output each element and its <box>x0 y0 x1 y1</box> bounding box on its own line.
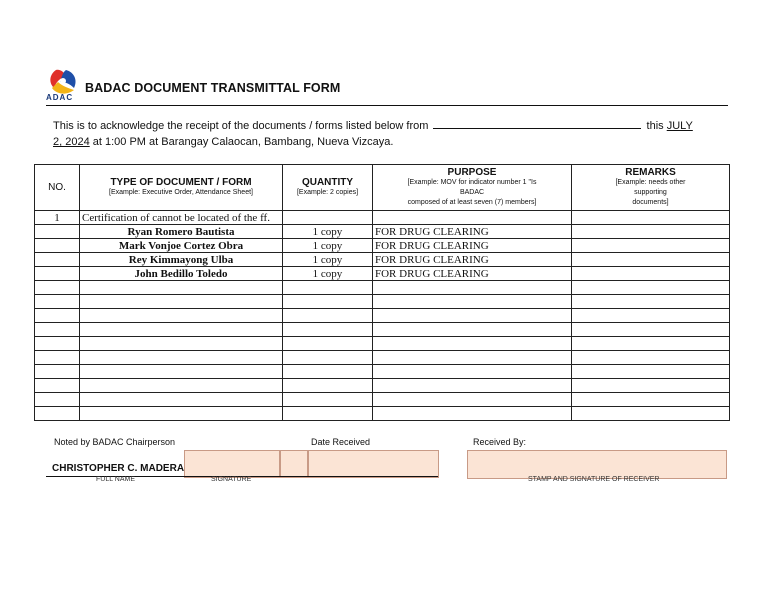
header-purpose: PURPOSE [Example: MOV for indicator number 1 "Is BADAC composed of at least seven (7) members] <box>373 165 572 211</box>
cell-no[interactable] <box>35 379 80 393</box>
cell-no[interactable] <box>35 393 80 407</box>
cell-remarks[interactable] <box>572 365 730 379</box>
header-quantity: QUANTITY [Example: 2 copies] <box>283 165 373 211</box>
cell-purpose[interactable] <box>373 337 572 351</box>
cell-purpose[interactable]: FOR DRUG CLEARING <box>373 225 572 239</box>
table-row <box>35 267 730 281</box>
cell-remarks[interactable] <box>572 267 730 281</box>
table-row <box>35 225 730 239</box>
cell-quantity[interactable] <box>283 309 373 323</box>
header-no: NO. <box>35 165 80 211</box>
cell-quantity[interactable] <box>283 323 373 337</box>
cell-quantity[interactable] <box>283 365 373 379</box>
cell-quantity[interactable]: 1 copy <box>283 267 373 281</box>
cell-no[interactable] <box>35 407 80 421</box>
cell-quantity[interactable] <box>283 337 373 351</box>
date-received-label: Date Received <box>311 437 371 447</box>
cell-remarks[interactable] <box>572 393 730 407</box>
table-row <box>35 407 730 421</box>
table-row <box>35 253 730 267</box>
ack-location: at 1:00 PM at Barangay Calaocan, Bambang, Nueva Vizcaya. <box>89 136 394 148</box>
cell-purpose[interactable] <box>373 309 572 323</box>
cell-no[interactable] <box>35 309 80 323</box>
cell-type[interactable]: Ryan Romero Bautista <box>80 225 283 239</box>
cell-type[interactable]: Rey Kimmayong Ulba <box>80 253 283 267</box>
cell-no[interactable] <box>35 295 80 309</box>
cell-quantity[interactable]: 1 copy <box>283 239 373 253</box>
table-row <box>35 379 730 393</box>
cell-remarks[interactable] <box>572 239 730 253</box>
cell-no[interactable] <box>35 267 80 281</box>
cell-no[interactable] <box>35 323 80 337</box>
acknowledgement-line-2 <box>53 136 393 148</box>
cell-type[interactable]: Certification of cannot be located of the ff. <box>80 211 283 225</box>
cell-remarks[interactable] <box>572 309 730 323</box>
table-row <box>35 211 730 225</box>
cell-no[interactable] <box>35 225 80 239</box>
cell-quantity[interactable] <box>283 351 373 365</box>
cell-quantity[interactable] <box>283 281 373 295</box>
acknowledgement-line-1 <box>53 118 693 132</box>
cell-remarks[interactable] <box>572 379 730 393</box>
cell-type[interactable] <box>80 309 283 323</box>
cell-remarks[interactable] <box>572 281 730 295</box>
cell-purpose[interactable] <box>373 323 572 337</box>
cell-purpose[interactable] <box>373 393 572 407</box>
transmittal-table <box>34 164 730 421</box>
cell-quantity[interactable]: 1 copy <box>283 253 373 267</box>
cell-type[interactable] <box>80 351 283 365</box>
cell-type[interactable] <box>80 379 283 393</box>
receiver-stamp-box[interactable] <box>467 450 727 479</box>
ack-text: This is to acknowledge the receipt of the documents / forms listed below from <box>53 120 429 132</box>
cell-purpose[interactable] <box>373 211 572 225</box>
from-blank-field[interactable] <box>433 118 641 129</box>
header-remarks: REMARKS [Example: needs other supporting documents] <box>572 165 730 211</box>
cell-quantity[interactable] <box>283 407 373 421</box>
cell-remarks[interactable] <box>572 407 730 421</box>
cell-quantity[interactable]: 1 copy <box>283 225 373 239</box>
table-row <box>35 295 730 309</box>
table-row <box>35 365 730 379</box>
cell-remarks[interactable] <box>572 323 730 337</box>
cell-remarks[interactable] <box>572 211 730 225</box>
table-row <box>35 323 730 337</box>
cell-purpose[interactable] <box>373 281 572 295</box>
cell-no[interactable] <box>35 281 80 295</box>
date-received-field[interactable] <box>308 450 439 478</box>
cell-remarks[interactable] <box>572 295 730 309</box>
cell-type[interactable] <box>80 295 283 309</box>
cell-no[interactable] <box>35 253 80 267</box>
spacer-box <box>280 450 308 478</box>
ack-this: this <box>646 120 664 132</box>
cell-no[interactable] <box>35 337 80 351</box>
cell-type[interactable] <box>80 393 283 407</box>
cell-type[interactable] <box>80 365 283 379</box>
header-type: TYPE OF DOCUMENT / FORM [Example: Executive Order, Attendance Sheet] <box>80 165 283 211</box>
cell-type[interactable] <box>80 323 283 337</box>
received-by-label: Received By: <box>473 437 527 447</box>
cell-remarks[interactable] <box>572 225 730 239</box>
cell-purpose[interactable]: FOR DRUG CLEARING <box>373 253 572 267</box>
cell-type[interactable] <box>80 407 283 421</box>
full-name-caption: FULL NAME <box>96 476 136 483</box>
cell-type[interactable] <box>80 337 283 351</box>
cell-no[interactable] <box>35 351 80 365</box>
signature-box[interactable] <box>184 450 280 478</box>
signature-caption: SIGNATURE <box>211 476 252 483</box>
cell-remarks[interactable] <box>572 253 730 267</box>
table-row <box>35 337 730 351</box>
ack-month: JULY <box>666 120 693 132</box>
cell-quantity[interactable] <box>283 379 373 393</box>
cell-purpose[interactable] <box>373 407 572 421</box>
table-row <box>35 239 730 253</box>
cell-no[interactable] <box>35 239 80 253</box>
form-title: BADAC DOCUMENT TRANSMITTAL FORM <box>85 81 341 95</box>
cell-purpose[interactable] <box>373 379 572 393</box>
chairperson-name: CHRISTOPHER C. MADERA <box>52 463 185 474</box>
cell-quantity[interactable] <box>283 211 373 225</box>
cell-purpose[interactable] <box>373 365 572 379</box>
logo-text: ADAC <box>46 93 74 102</box>
cell-no[interactable]: 1 <box>35 211 80 225</box>
table-row <box>35 309 730 323</box>
cell-quantity[interactable] <box>283 393 373 407</box>
ack-date: 2, 2024 <box>53 136 90 148</box>
cell-remarks[interactable] <box>572 337 730 351</box>
cell-type[interactable]: Mark Vonjoe Cortez Obra <box>80 239 283 253</box>
cell-purpose[interactable]: FOR DRUG CLEARING <box>373 239 572 253</box>
cell-purpose[interactable] <box>373 351 572 365</box>
title-divider <box>46 105 728 106</box>
cell-purpose[interactable] <box>373 295 572 309</box>
table-header-row <box>35 165 730 211</box>
cell-quantity[interactable] <box>283 295 373 309</box>
noted-by-label: Noted by BADAC Chairperson <box>54 437 176 447</box>
table-row <box>35 393 730 407</box>
cell-type[interactable]: John Bedillo Toledo <box>80 267 283 281</box>
cell-type[interactable] <box>80 281 283 295</box>
table-row <box>35 351 730 365</box>
table-row <box>35 281 730 295</box>
cell-no[interactable] <box>35 365 80 379</box>
cell-purpose[interactable]: FOR DRUG CLEARING <box>373 267 572 281</box>
stamp-caption: STAMP AND SIGNATURE OF RECEIVER <box>528 476 660 483</box>
cell-remarks[interactable] <box>572 351 730 365</box>
